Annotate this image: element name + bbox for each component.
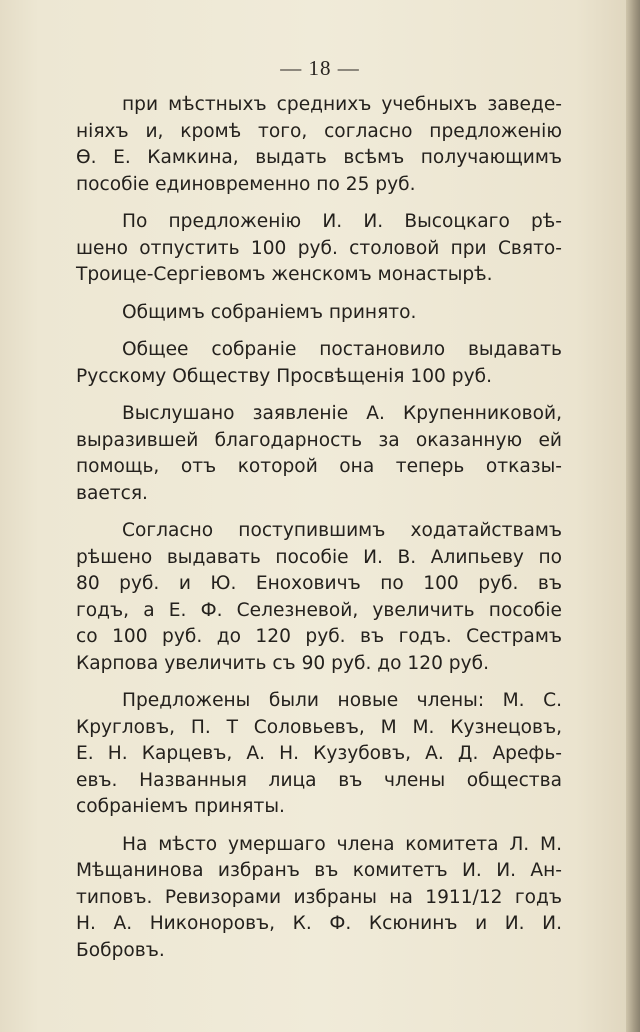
paragraph bbox=[76, 300, 562, 327]
text-line: Бобровъ. bbox=[76, 939, 165, 961]
text-line: Ѳ. Е. Камкина, выдать всѣмъ получающимъ bbox=[76, 147, 562, 168]
text-line: со 100 руб. до 120 руб. въ годъ. Сестрамъ bbox=[76, 626, 562, 647]
text-line: Н. А. Никоноровъ, К. Ф. Ксюнинъ и И. И. bbox=[76, 913, 562, 934]
paragraph bbox=[76, 209, 562, 289]
text-line: шено отпустить 100 руб. столовой при Свято- bbox=[76, 237, 562, 259]
text-line: евъ. Названныя лица въ члены общества bbox=[76, 769, 562, 791]
text-line: при мѣстныхъ среднихъ учебныхъ заведе- bbox=[122, 94, 562, 115]
text-line: Троице-Сергіевомъ женскомъ монастырѣ. bbox=[76, 264, 493, 285]
text-line: собраніемъ приняты. bbox=[76, 796, 285, 817]
text-line: На мѣсто умершаго члена комитета Л. М. bbox=[122, 833, 562, 855]
page-body bbox=[76, 92, 562, 975]
text-line: Кругловъ, П. Т Соловьевъ, М М. Кузнецовъ, bbox=[76, 716, 562, 738]
page-gutter bbox=[626, 0, 640, 1032]
text-line: вается. bbox=[76, 482, 148, 504]
text-line: 80 руб. и Ю. Еноховичъ по 100 руб. въ bbox=[76, 573, 562, 594]
text-line: По предложенію И. И. Высоцкаго рѣ- bbox=[122, 211, 562, 232]
paragraph bbox=[76, 401, 562, 507]
text-line: Общимъ собраніемъ принято. bbox=[122, 301, 417, 323]
text-line: типовъ. Ревизорами избраны на 1911/12 годъ bbox=[76, 886, 562, 908]
paragraph bbox=[76, 92, 562, 198]
text-line: пособіе единовременно по 25 руб. bbox=[76, 173, 416, 195]
text-line: Карпова увеличить съ 90 руб. до 120 руб. bbox=[76, 652, 489, 674]
text-line: выразившей благодарность за оказанную ей bbox=[76, 429, 562, 451]
paragraph bbox=[76, 337, 562, 390]
text-line: Предложены были новые члены: М. С. bbox=[122, 690, 562, 711]
text-line: Русскому Обществу Просвѣщенія 100 руб. bbox=[76, 365, 492, 387]
text-line: помощь, отъ которой она теперь отказы- bbox=[76, 456, 562, 477]
text-line: рѣшено выдавать пособіе И. В. Алипьеву по bbox=[76, 546, 562, 568]
paragraph bbox=[76, 518, 562, 677]
text-line: Выслушано заявленіе А. Крупенниковой, bbox=[122, 403, 562, 424]
page-number: — 18 — bbox=[280, 56, 360, 80]
paragraph bbox=[76, 832, 562, 965]
text-line: Общее собраніе постановило выдавать bbox=[122, 339, 562, 360]
text-line: Е. Н. Карцевъ, А. Н. Кузубовъ, А. Д. Арефь- bbox=[76, 743, 562, 764]
text-line: Согласно поступившимъ ходатайствамъ bbox=[122, 520, 562, 541]
paragraph bbox=[76, 688, 562, 821]
text-line: годъ, а Е. Ф. Селезневой, увеличить пособіе bbox=[76, 599, 562, 621]
text-line: Мѣщанинова избранъ въ комитетъ И. И. Ан- bbox=[76, 860, 562, 881]
text-line: ніяхъ и, кромѣ того, согласно предложенію bbox=[76, 120, 562, 142]
